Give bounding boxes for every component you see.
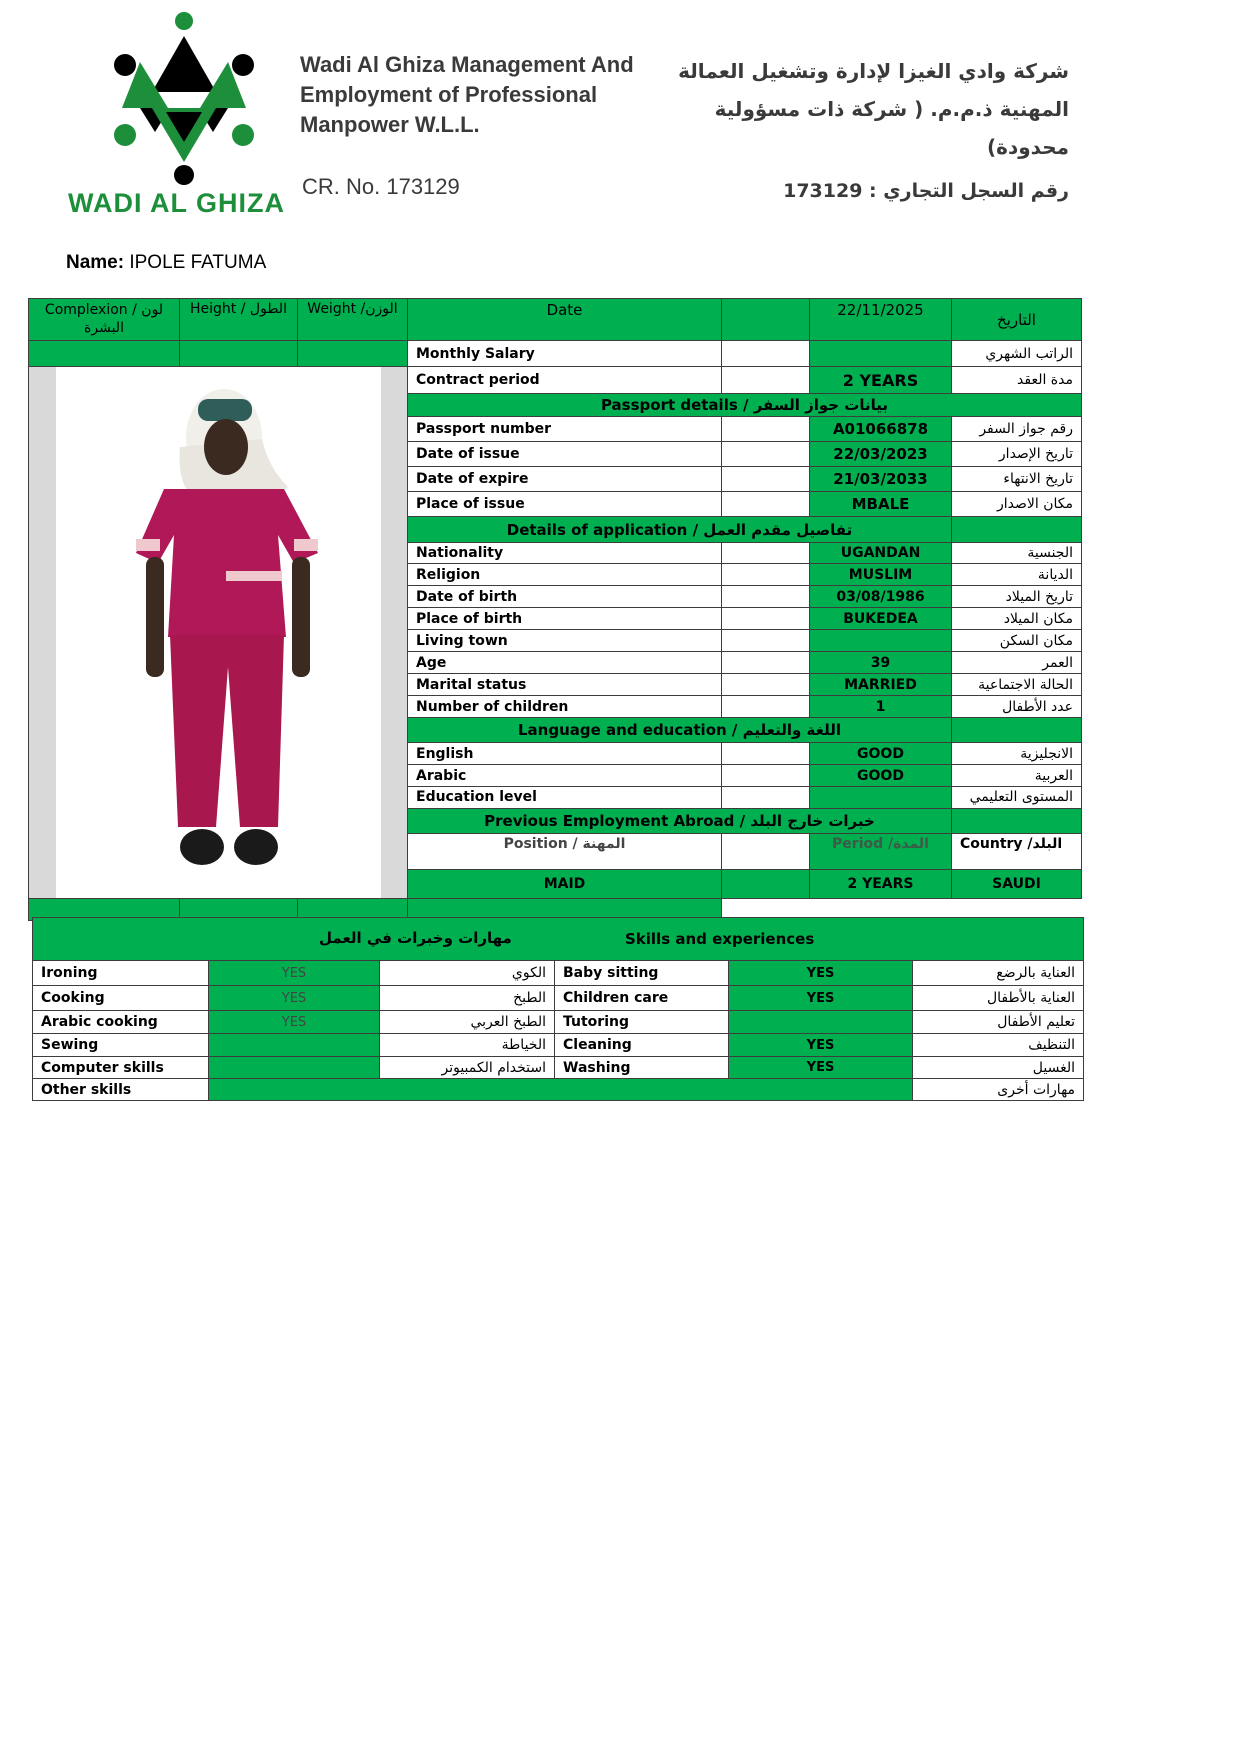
arabic-value: GOOD	[810, 765, 952, 787]
contract-period-label: Contract period	[408, 367, 722, 394]
place-of-birth-ar: مكان الميلاد	[952, 608, 1082, 630]
height-header: Height / الطول	[180, 299, 298, 341]
education-level-spacer	[722, 787, 810, 809]
weight-header: Weight /الوزن	[298, 299, 408, 341]
sewing-ar: الخياطة	[380, 1034, 555, 1057]
nationality-value: UGANDAN	[810, 542, 952, 564]
washing-value: YES	[729, 1057, 913, 1079]
children-count-value: 1	[810, 696, 952, 718]
ironing-label: Ironing	[33, 961, 209, 986]
name-label: Name	[66, 252, 118, 273]
children-count-ar: عدد الأطفال	[952, 696, 1082, 718]
application-section-spacer	[952, 517, 1082, 542]
children-care-label: Children care	[555, 986, 729, 1011]
children-count-spacer	[722, 696, 810, 718]
monthly-salary-spacer	[722, 341, 810, 367]
issue-date-value: 22/03/2023	[810, 442, 952, 467]
expiry-date-value: 21/03/2033	[810, 467, 952, 492]
cleaning-value: YES	[729, 1034, 913, 1057]
baby-sitting-ar: العناية بالرضع	[913, 961, 1084, 986]
issue-date-ar: تاريخ الإصدار	[952, 442, 1082, 467]
expiry-date-spacer	[722, 467, 810, 492]
height-value	[180, 341, 298, 367]
arabic-cooking-ar: الطبخ العربي	[380, 1011, 555, 1034]
country-header: Country /البلد	[952, 834, 1082, 870]
date-of-birth-label: Date of birth	[408, 586, 722, 608]
monthly-salary-value	[810, 341, 952, 367]
marital-status-value: MARRIED	[810, 674, 952, 696]
marital-status-ar: الحالة الاجتماعية	[952, 674, 1082, 696]
cr-number-ar: رقم السجل التجاري : 173129	[783, 180, 1069, 202]
company-en-line-2: Employment of Professional	[300, 82, 598, 107]
baby-sitting-label: Baby sitting	[555, 961, 729, 986]
contract-period-spacer	[722, 367, 810, 394]
brand-name: WADI AL GHIZA	[68, 188, 285, 218]
company-ar-line-2: المهنية ذ.م.م. ( شركة ذات مسؤولية	[714, 97, 1069, 121]
complexion-value	[29, 341, 180, 367]
company-ar-line-3: محدودة)	[987, 135, 1069, 159]
place-of-issue-ar: مكان الاصدار	[952, 492, 1082, 517]
nationality-spacer	[722, 542, 810, 564]
passport-number-ar: رقم جواز السفر	[952, 417, 1082, 442]
other-skills-value	[209, 1079, 913, 1101]
date-of-birth-ar: تاريخ الميلاد	[952, 586, 1082, 608]
religion-spacer	[722, 564, 810, 586]
place-of-issue-value: MBALE	[810, 492, 952, 517]
company-en-line-3: Manpower W.L.L.	[300, 112, 480, 137]
age-value: 39	[810, 652, 952, 674]
date-of-birth-spacer	[722, 586, 810, 608]
washing-label: Washing	[555, 1057, 729, 1079]
company-name-en	[300, 50, 634, 140]
language-section-spacer	[952, 718, 1082, 743]
contract-period-value: 2 YEARS	[810, 367, 952, 394]
date-label-ar: التاريخ	[952, 299, 1082, 341]
nationality-ar: الجنسية	[952, 542, 1082, 564]
arabic-spacer	[722, 765, 810, 787]
place-of-birth-value: BUKEDEA	[810, 608, 952, 630]
tutoring-value	[729, 1011, 913, 1034]
english-ar: الانجليزية	[952, 743, 1082, 765]
arabic-cooking-value: YES	[209, 1011, 380, 1034]
religion-value: MUSLIM	[810, 564, 952, 586]
education-level-value	[810, 787, 952, 809]
age-label: Age	[408, 652, 722, 674]
cleaning-ar: التنظيف	[913, 1034, 1084, 1057]
expiry-date-label: Date of expire	[408, 467, 722, 492]
skills-title-ar: مهارات وخبرات في العمل	[319, 929, 512, 947]
passport-number-label: Passport number	[408, 417, 722, 442]
place-of-issue-spacer	[722, 492, 810, 517]
expiry-date-ar: تاريخ الانتهاء	[952, 467, 1082, 492]
cooking-ar: الطبخ	[380, 986, 555, 1011]
cooking-label: Cooking	[33, 986, 209, 1011]
position-header-spacer	[722, 834, 810, 870]
ironing-value: YES	[209, 961, 380, 986]
tutoring-ar: تعليم الأطفال	[913, 1011, 1084, 1034]
date-spacer	[722, 299, 810, 341]
cooking-value: YES	[209, 986, 380, 1011]
computer-skills-ar: استخدام الكمبيوتر	[380, 1057, 555, 1079]
other-skills-ar: مهارات أخرى	[913, 1079, 1084, 1101]
company-ar-line-1: شركة وادي الغيزا لإدارة وتشغيل العمالة	[678, 59, 1069, 83]
employment-section-header: Previous Employment Abroad / خبرات خارج البلد	[408, 808, 952, 833]
complexion-header: Complexion / لون البشرة	[29, 299, 180, 341]
computer-skills-value	[209, 1057, 380, 1079]
passport-number-spacer	[722, 417, 810, 442]
monthly-salary-ar: الراتب الشهري	[952, 341, 1082, 367]
date-value: 22/11/2025	[810, 299, 952, 341]
marital-status-label: Marital status	[408, 674, 722, 696]
skills-table	[32, 917, 1084, 1101]
living-town-ar: مكان السكن	[952, 630, 1082, 652]
arabic-label: Arabic	[408, 765, 722, 787]
employment-position: MAID	[408, 869, 722, 898]
employment-country: SAUDI	[952, 869, 1082, 898]
cv-main-table	[28, 298, 1082, 921]
application-section-header: Details of application / تفاصيل مقدم العمل	[408, 517, 952, 542]
company-en-line-1: Wadi Al Ghiza Management And	[300, 52, 634, 77]
living-town-label: Living town	[408, 630, 722, 652]
name-value: IPOLE FATUMA	[129, 252, 267, 273]
age-ar: العمر	[952, 652, 1082, 674]
place-of-birth-spacer	[722, 608, 810, 630]
weight-value	[298, 341, 408, 367]
children-care-value: YES	[729, 986, 913, 1011]
sewing-label: Sewing	[33, 1034, 209, 1057]
issue-date-spacer	[722, 442, 810, 467]
employment-period: 2 YEARS	[810, 869, 952, 898]
candidate-photo-figure	[56, 367, 379, 898]
candidate-photo	[56, 367, 381, 898]
living-town-value	[810, 630, 952, 652]
children-count-label: Number of children	[408, 696, 722, 718]
employment-section-spacer	[952, 808, 1082, 833]
children-care-ar: العناية بالأطفال	[913, 986, 1084, 1011]
arabic-cooking-label: Arabic cooking	[33, 1011, 209, 1034]
sewing-value	[209, 1034, 380, 1057]
skills-title-en: Skills and experiences	[625, 930, 815, 948]
place-of-birth-label: Place of birth	[408, 608, 722, 630]
baby-sitting-value: YES	[729, 961, 913, 986]
english-label: English	[408, 743, 722, 765]
date-label: Date	[408, 299, 722, 341]
photo-frame	[29, 367, 408, 899]
arabic-ar: العربية	[952, 765, 1082, 787]
marital-status-spacer	[722, 674, 810, 696]
contract-period-ar: مدة العقد	[952, 367, 1082, 394]
period-header: Period /المدة	[810, 834, 952, 870]
company-logo	[110, 12, 270, 192]
ironing-ar: الكوي	[380, 961, 555, 986]
cleaning-label: Cleaning	[555, 1034, 729, 1057]
religion-label: Religion	[408, 564, 722, 586]
religion-ar: الديانة	[952, 564, 1082, 586]
living-town-spacer	[722, 630, 810, 652]
nationality-label: Nationality	[408, 542, 722, 564]
english-value: GOOD	[810, 743, 952, 765]
cr-number-en: CR. No. 173129	[302, 174, 460, 199]
education-level-ar: المستوى التعليمي	[952, 787, 1082, 809]
candidate-name: Name: IPOLE FATUMA	[66, 252, 267, 273]
employment-spacer	[722, 869, 810, 898]
age-spacer	[722, 652, 810, 674]
other-skills-label: Other skills	[33, 1079, 209, 1101]
tutoring-label: Tutoring	[555, 1011, 729, 1034]
place-of-issue-label: Place of issue	[408, 492, 722, 517]
passport-section-header: Passport details / بيانات جواز السفر	[408, 394, 1082, 417]
position-header: Position / المهنة	[408, 834, 722, 870]
skills-title-bar	[33, 918, 1084, 961]
issue-date-label: Date of issue	[408, 442, 722, 467]
computer-skills-label: Computer skills	[33, 1057, 209, 1079]
company-name-ar	[678, 52, 1069, 166]
passport-number-value: A01066878	[810, 417, 952, 442]
washing-ar: الغسيل	[913, 1057, 1084, 1079]
language-section-header: Language and education / اللغة والتعليم	[408, 718, 952, 743]
date-of-birth-value: 03/08/1986	[810, 586, 952, 608]
education-level-label: Education level	[408, 787, 722, 809]
monthly-salary-label: Monthly Salary	[408, 341, 722, 367]
english-spacer	[722, 743, 810, 765]
